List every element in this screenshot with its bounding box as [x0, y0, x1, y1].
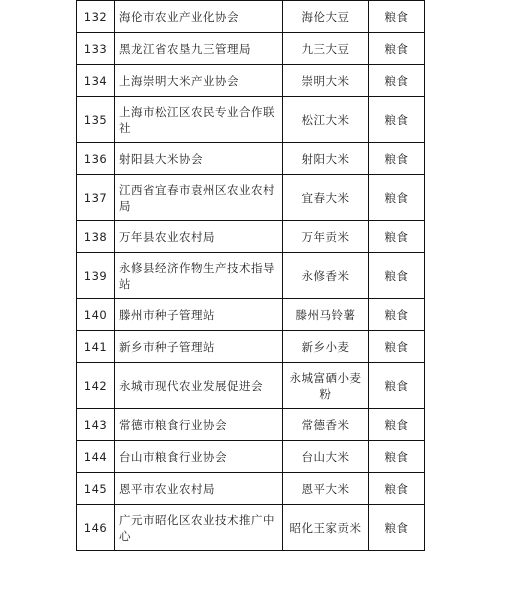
row-organization: 恩平市农业农村局 — [115, 473, 283, 505]
row-category: 粮食 — [369, 363, 425, 409]
table-row — [77, 331, 425, 363]
row-organization: 万年县农业农村局 — [115, 221, 283, 253]
row-organization: 永城市现代农业发展促进会 — [115, 363, 283, 409]
row-category: 粮食 — [369, 65, 425, 97]
row-category: 粮食 — [369, 175, 425, 221]
table-row — [77, 33, 425, 65]
table-row — [77, 97, 425, 143]
row-category: 粮食 — [369, 97, 425, 143]
row-category: 粮食 — [369, 33, 425, 65]
row-number: 133 — [77, 33, 115, 65]
row-category: 粮食 — [369, 473, 425, 505]
row-product: 昭化王家贡米 — [283, 505, 369, 551]
table-row — [77, 253, 425, 299]
row-number: 136 — [77, 143, 115, 175]
row-number: 143 — [77, 409, 115, 441]
row-organization: 江西省宜春市袁州区农业农村局 — [115, 175, 283, 221]
row-product: 台山大米 — [283, 441, 369, 473]
row-category: 粮食 — [369, 505, 425, 551]
table-container — [76, 0, 424, 551]
row-organization: 广元市昭化区农业技术推广中心 — [115, 505, 283, 551]
row-number: 141 — [77, 331, 115, 363]
table-body — [77, 1, 425, 551]
table-row — [77, 363, 425, 409]
row-product: 海伦大豆 — [283, 1, 369, 33]
row-organization: 新乡市种子管理站 — [115, 331, 283, 363]
product-table — [76, 0, 425, 551]
row-organization: 滕州市种子管理站 — [115, 299, 283, 331]
row-organization: 黑龙江省农垦九三管理局 — [115, 33, 283, 65]
row-product: 常德香米 — [283, 409, 369, 441]
row-product: 恩平大米 — [283, 473, 369, 505]
row-organization: 上海市松江区农民专业合作联社 — [115, 97, 283, 143]
row-category: 粮食 — [369, 409, 425, 441]
table-row — [77, 1, 425, 33]
row-product: 宜春大米 — [283, 175, 369, 221]
row-organization: 永修县经济作物生产技术指导站 — [115, 253, 283, 299]
row-category: 粮食 — [369, 441, 425, 473]
row-number: 145 — [77, 473, 115, 505]
row-organization: 常德市粮食行业协会 — [115, 409, 283, 441]
row-category: 粮食 — [369, 299, 425, 331]
table-row — [77, 505, 425, 551]
row-organization: 上海崇明大米产业协会 — [115, 65, 283, 97]
row-product: 九三大豆 — [283, 33, 369, 65]
table-row — [77, 473, 425, 505]
row-product: 射阳大米 — [283, 143, 369, 175]
row-product: 万年贡米 — [283, 221, 369, 253]
table-row — [77, 299, 425, 331]
row-product: 松江大米 — [283, 97, 369, 143]
row-organization: 射阳县大米协会 — [115, 143, 283, 175]
table-row — [77, 175, 425, 221]
row-product: 永城富硒小麦粉 — [283, 363, 369, 409]
table-row — [77, 143, 425, 175]
row-category: 粮食 — [369, 331, 425, 363]
row-number: 146 — [77, 505, 115, 551]
row-organization: 台山市粮食行业协会 — [115, 441, 283, 473]
table-row — [77, 65, 425, 97]
row-category: 粮食 — [369, 253, 425, 299]
table-row — [77, 441, 425, 473]
row-product: 崇明大米 — [283, 65, 369, 97]
row-number: 138 — [77, 221, 115, 253]
row-number: 140 — [77, 299, 115, 331]
row-product: 新乡小麦 — [283, 331, 369, 363]
row-number: 144 — [77, 441, 115, 473]
row-category: 粮食 — [369, 143, 425, 175]
row-number: 134 — [77, 65, 115, 97]
table-row — [77, 409, 425, 441]
row-number: 132 — [77, 1, 115, 33]
row-number: 139 — [77, 253, 115, 299]
row-number: 137 — [77, 175, 115, 221]
row-product: 永修香米 — [283, 253, 369, 299]
row-category: 粮食 — [369, 221, 425, 253]
row-category: 粮食 — [369, 1, 425, 33]
row-product: 滕州马铃薯 — [283, 299, 369, 331]
row-number: 135 — [77, 97, 115, 143]
row-organization: 海伦市农业产业化协会 — [115, 1, 283, 33]
row-number: 142 — [77, 363, 115, 409]
table-row — [77, 221, 425, 253]
